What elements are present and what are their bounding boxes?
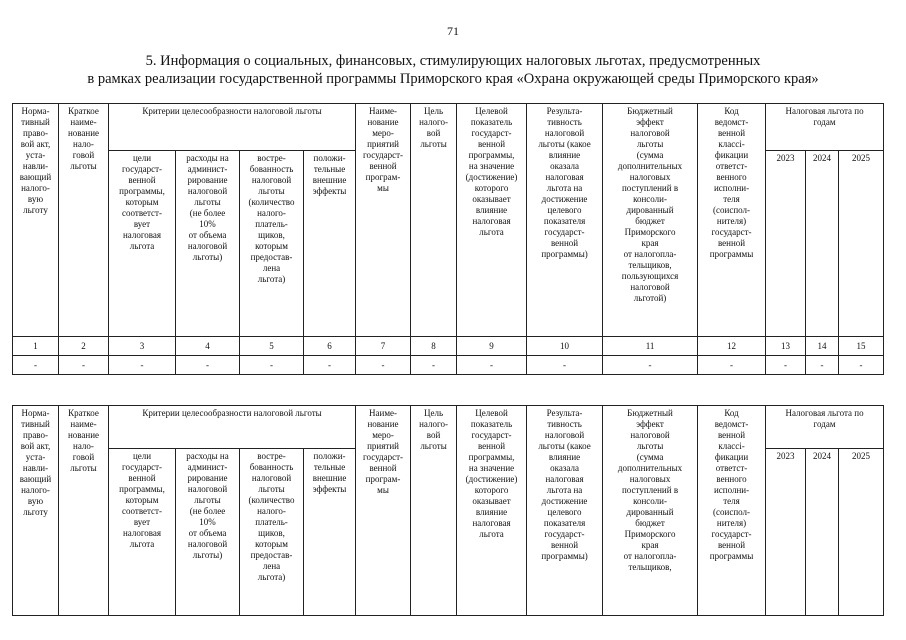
table-cell: - <box>176 356 240 375</box>
header-row-1 <box>13 104 884 151</box>
header-program-goals: цели государст- венной программы, которым соответст- вует налоговая льгота <box>109 448 176 615</box>
header-external-effects: положи- тельные внешние эффекты <box>304 448 356 615</box>
header-budget-effect: Бюджетный эффект налоговой льготы (сумма дополнительных налоговых поступлений в консоли- дированный бюджет Приморского края от налогопла- тельщиков, <box>603 406 698 616</box>
table-cell: - <box>457 356 527 375</box>
header-year-2025: 2025 <box>839 448 884 615</box>
header-activities: Наиме- нование меро- приятий государст- венной програм- мы <box>356 406 411 616</box>
column-number: 9 <box>457 337 527 356</box>
column-number-row <box>13 337 884 356</box>
header-short-name: Краткое наиме- нование нало- говой льготы <box>59 104 109 337</box>
header-target-indicator: Целевой показатель государст- венной программы, на значение (достижение) которого оказывает влияние налоговая льгота <box>457 406 527 616</box>
table-cell: - <box>13 356 59 375</box>
table-cell: - <box>109 356 176 375</box>
header-benefit-goal: Цель налого- вой льготы <box>411 406 457 616</box>
page-number: 71 <box>447 24 459 38</box>
header-benefit-goal: Цель налого- вой льготы <box>411 104 457 337</box>
header-year-2024: 2024 <box>806 448 839 615</box>
header-criteria: Критерии целесообразности налоговой льготы <box>109 104 356 151</box>
table-cell: - <box>698 356 766 375</box>
section-title <box>0 52 906 88</box>
header-department-code: Код ведомст- венной классi- фикации ответст- венного исполни- теля (соиспол- нителя) государст- венной программы <box>698 104 766 337</box>
column-number: 10 <box>527 337 603 356</box>
header-year-2023: 2023 <box>766 448 806 615</box>
column-number: 14 <box>806 337 839 356</box>
header-activities: Наиме- нование меро- приятий государст- венной програм- мы <box>356 104 411 337</box>
column-number: 1 <box>13 337 59 356</box>
header-normative-act: Норма- тивный право- вой акт, уста- навли- вающий налого- вую льготу <box>13 104 59 337</box>
table-cell: - <box>59 356 109 375</box>
header-normative-act: Норма- тивный право- вой акт, уста- навли- вающий налого- вую льготу <box>13 406 59 616</box>
header-external-effects: положи- тельные внешние эффекты <box>304 151 356 337</box>
header-short-name: Краткое наиме- нование нало- говой льготы <box>59 406 109 616</box>
header-benefit-by-years: Налоговая льгота по годам <box>766 104 884 151</box>
header-row-1 <box>13 406 884 449</box>
column-number: 8 <box>411 337 457 356</box>
column-number: 11 <box>603 337 698 356</box>
column-number: 6 <box>304 337 356 356</box>
tax-benefits-table-continued <box>12 405 884 616</box>
column-number: 7 <box>356 337 411 356</box>
header-effectiveness: Результа- тивность налоговой льготы (какое влияние оказала налоговая льгота на достижение целевого показателя государст- венной программы) <box>527 104 603 337</box>
table-cell: - <box>304 356 356 375</box>
column-number: 12 <box>698 337 766 356</box>
section-title-line-1: 5. Информация о социальных, финансовых, стимулирующих налоговых льготах, предусмотренных <box>145 53 761 69</box>
header-effectiveness: Результа- тивность налоговой льготы (какое влияние оказала налоговая льгота на достижение целевого показателя государст- венной программы) <box>527 406 603 616</box>
table-cell: - <box>356 356 411 375</box>
table-cell: - <box>806 356 839 375</box>
header-demand: востре- бованность налоговой льготы (количество налого- платель- щиков, которым предостав- лена льгота) <box>240 151 304 337</box>
header-target-indicator: Целевой показатель государст- венной программы, на значение (достижение) которого оказывает влияние налоговая льгота <box>457 104 527 337</box>
table-cell: - <box>411 356 457 375</box>
header-benefit-by-years: Налоговая льгота по годам <box>766 406 884 449</box>
table-cell: - <box>240 356 304 375</box>
column-number: 15 <box>839 337 884 356</box>
header-demand: востре- бованность налоговой льготы (количество налого- платель- щиков, которым предостав- лена льгота) <box>240 448 304 615</box>
header-criteria: Критерии целесообразности налоговой льготы <box>109 406 356 449</box>
header-admin-costs: расходы на админист- рирование налоговой льготы (не более 10% от объема налоговой льготы) <box>176 151 240 337</box>
column-number: 4 <box>176 337 240 356</box>
header-budget-effect: Бюджетный эффект налоговой льготы (сумма дополнительных налоговых поступлений в консоли- дированный бюджет Приморского края от налогопла- тельщиков, пользующихся налоговой льготой) <box>603 104 698 337</box>
header-year-2025: 2025 <box>839 151 884 337</box>
header-year-2024: 2024 <box>806 151 839 337</box>
header-department-code: Код ведомст- венной классi- фикации ответст- венного исполни- теля (соиспол- нителя) государст- венной программы <box>698 406 766 616</box>
section-title-line-2: в рамках реализации государственной программы Приморского края «Охрана окружающей среды Приморского края» <box>87 71 819 87</box>
column-number: 13 <box>766 337 806 356</box>
tax-benefits-table <box>12 103 884 375</box>
column-number: 2 <box>59 337 109 356</box>
data-row <box>13 356 884 375</box>
table-cell: - <box>603 356 698 375</box>
header-year-2023: 2023 <box>766 151 806 337</box>
table-cell: - <box>527 356 603 375</box>
header-admin-costs: расходы на админист- рирование налоговой льготы (не более 10% от объема налоговой льготы) <box>176 448 240 615</box>
table-cell: - <box>766 356 806 375</box>
table-cell: - <box>839 356 884 375</box>
column-number: 5 <box>240 337 304 356</box>
column-number: 3 <box>109 337 176 356</box>
header-program-goals: цели государст- венной программы, которым соответст- вует налоговая льгота <box>109 151 176 337</box>
